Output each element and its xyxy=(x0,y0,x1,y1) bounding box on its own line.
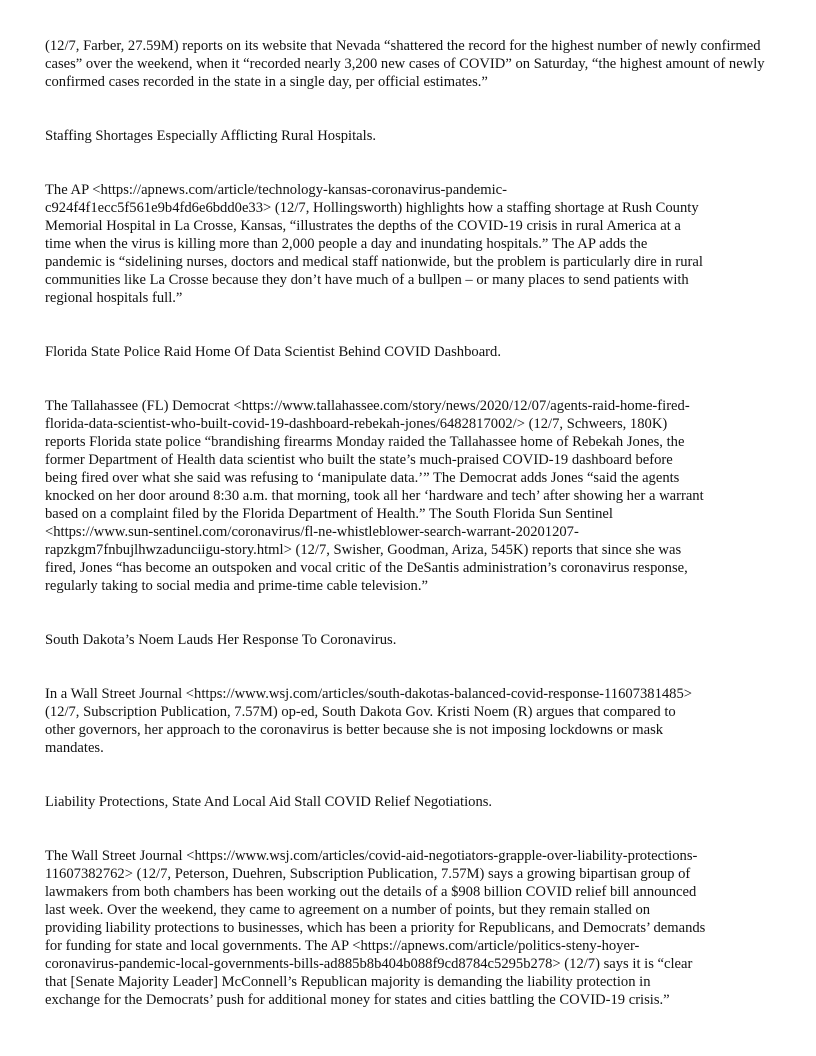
south-dakota-paragraph: In a Wall Street Journal <https://www.wsj.com/articles/south-dakotas-balanced-covid-response-11607381485> (12/7, Subscription Publication, 7.57M) op-ed, South Dakota Gov. Kristi Noem (R) argues that compared to other governors, her approach to the coronavirus is better because she is not imposing lockdowns or mask mandates. xyxy=(45,686,692,756)
nevada-paragraph: (12/7, Farber, 27.59M) reports on its website that Nevada “shattered the record for the highest number of newly confirmed cases” over the weekend, when it “recorded nearly 3,200 new cases of COVID” on Saturday, “the highest amount of newly confirmed cases recorded in the state in a single day, per official estimates.” xyxy=(45,38,765,90)
relief-negotiations-paragraph: The Wall Street Journal <https://www.wsj.com/articles/covid-aid-negotiators-grapple-over-liability-protections- 11607382762> (12/7, Peterson, Duehren, Subscription Publication, 7.57M) says a growing bipartisan group of lawmakers from both chambers has been working out the details of a $908 billion COVID relief bill announced last week. Over the weekend, they came to agreement on a number of points, but they remain stalled on providing liability protections to businesses, which has been a priority for Republicans, and Democrats’ demands for funding for state and local governments. The AP <https://apnews.com/article/politics-steny-hoyer- coronavirus-pandemic-local-governments-bills-ad885b8b404b088f9cd8784c5295b278> (12/7) says it is “clear that [Senate Majority Leader] McConnell’s Republican majority is demanding the liability protection in exchange for the Democrats’ push for additional money for states and cities battling the COVID-19 crisis.” xyxy=(45,848,706,1008)
rural-hospitals-paragraph: The AP <https://apnews.com/article/technology-kansas-coronavirus-pandemic- c924f4f1ecc5f561e9b4fd6e6bdd0e33> (12/7, Hollingsworth) highlights how a staffing shortage at Rush County Memorial Hospital in La Crosse, Kansas, “illustrates the depths of the COVID-19 crisis in rural America at a time when the virus is killing more than 2,000 people a day and inundating hospitals.” The AP adds the pandemic is “sidelining nurses, doctors and medical staff nationwide, but the problem is particularly dire in rural communities like La Crosse because they don’t have much of a bullpen – or many places to send patients with regional hospitals full.” xyxy=(45,182,703,306)
headline-relief-negotiations: Liability Protections, State And Local Aid Stall COVID Relief Negotiations. xyxy=(45,794,493,810)
florida-raid-paragraph: The Tallahassee (FL) Democrat <https://www.tallahassee.com/story/news/2020/12/07/agents-raid-home-fired- florida-data-scientist-who-built-covid-19-dashboard-rebekah-jones/6482817002/> (12/7, Schweers, 180K) reports Florida state police “brandishing firearms Monday raided the Tallahassee home of Rebekah Jones, the former Department of Health data scientist who built the state’s much-praised COVID-19 dashboard before being fired over what she said was refusing to ‘manipulate data.’” The Democrat adds Jones “said the agents knocked on her door around 8:30 a.m. that morning, took all her ‘hardware and tech’ after showing her a warrant based on a complaint filed by the Florida Department of Health.” The South Florida Sun Sentinel <https://www.sun-sentinel.com/coronavirus/fl-ne-whistleblower-search-warrant-20201207- rapzkgm7fnbujlhwzadunciigu-story.html> (12/7, Swisher, Goodman, Ariza, 545K) reports that since she was fired, Jones “has become an outspoken and vocal critic of the DeSantis administration’s coronavirus response, regularly taking to social media and prime-time cable television.” xyxy=(45,398,704,594)
document-page xyxy=(45,37,773,1009)
headline-south-dakota: South Dakota’s Noem Lauds Her Response To Coronavirus. xyxy=(45,632,397,648)
headline-florida-raid: Florida State Police Raid Home Of Data Scientist Behind COVID Dashboard. xyxy=(45,344,501,360)
headline-staffing-shortages: Staffing Shortages Especially Afflicting Rural Hospitals. xyxy=(45,128,377,144)
